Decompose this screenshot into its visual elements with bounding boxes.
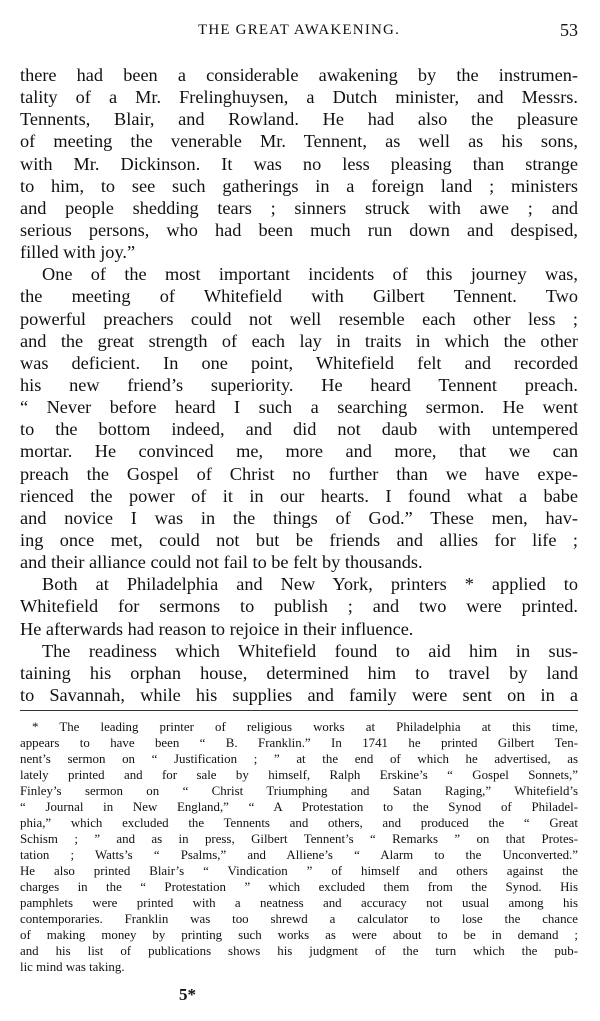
footnote-line: pamphlets were printed with a neatness and accuracy not usual among his [20,896,578,910]
footnote-line: “ Journal in New England,” “ A Protestation to the Synod of Philadel- [20,800,578,814]
text-line: Tennents, Blair, and Rowland. He had also the pleasure [20,109,578,130]
footnote-line: He also printed Blair’s “ Vindication ” of himself and others against the [20,864,578,878]
text-line: mortar. He convinced me, more and more, that we can [20,441,578,462]
text-line: and the great strength of each lay in traits in which the other [20,330,578,351]
text-line: the meeting of Whitefield with Gilbert Tennent. Two [20,286,578,307]
text-line: preach the Gospel of Christ no further than we have expe- [20,463,578,484]
text-line: and novice I was in the things of God.” These men, hav- [20,507,578,528]
text-line: serious persons, who had been much run down and despised, [20,219,578,240]
page-number: 53 [560,20,578,40]
text-line: of meeting the venerable Mr. Tennent, as well as his sons, [20,131,578,152]
text-line: and people shedding tears ; sinners struck with awe ; and [20,197,578,218]
text-line: taining his orphan house, determined him to travel by land [20,662,578,683]
footnote-line: nent’s sermon on “ Justification ; ” at the end of which he advertised, as [20,752,578,766]
footnote-line: phia,” which excluded the Tennents and others, and produced the “ Great [20,816,578,830]
text-line: to the bottom indeed, and did not daub with untempered [20,419,578,440]
text-line: powerful preachers could not well resemble each other less ; [20,308,578,329]
running-head [20,20,578,46]
footnote-line: contemporaries. Franklin was too shrewd a calculator to lose the chance [20,912,578,926]
text-line: Whitefield for sermons to publish ; and two were printed. [20,596,578,617]
text-line: to him, to see such gatherings in a foreign land ; ministers [20,175,578,196]
text-line: filled with joy.” [20,242,136,263]
text-line: and their alliance could not fail to be felt by thousands. [20,552,423,573]
footnote-line: Finley’s sermon on “ Christ Triumphing and Satan Raging,” Whitefield’s [20,784,578,798]
footnote-line: lately printed and for sale by himself, Ralph Erskine’s “ Gospel Sonnets,” [20,768,578,782]
footnote-line: * The leading printer of religious works at Philadelphia at this time, [32,720,578,734]
footnote-line: tation ; Watts’s “ Psalms,” and Alliene’s “ Alarm to the Unconverted.” [20,848,578,862]
paragraph-start-line: Both at Philadelphia and New York, printers * applied to [42,574,578,595]
paragraph-start-line: One of the most important incidents of this journey was, [42,264,578,285]
body-text [20,64,578,706]
text-line: rienced the power of it in our hearts. I found what a babe [20,485,578,506]
footnote-line: charges in the “ Protestation ” which excluded them from the Synod. His [20,880,578,894]
text-line: his new friend’s superiority. He heard Tennent preach. [20,374,578,395]
footnote-line: Schism ; ” and as in press, Gilbert Tennent’s “ Remarks ” on that Protes- [20,832,578,846]
text-line: He afterwards had reason to rejoice in their influence. [20,618,414,639]
signature-mark: 5* [179,985,196,1004]
paragraph-start-line: The readiness which Whitefield found to aid him in sus- [42,640,578,661]
footnote-line: lic mind was taking. [20,960,125,974]
footnote [20,719,578,975]
text-line: tality of a Mr. Frelinghuysen, a Dutch minister, and Messrs. [20,87,578,108]
footnote-line: of making money by printing such works as were about to be in demand ; [20,928,578,942]
text-line: was deficient. In one point, Whitefield felt and recorded [20,352,578,373]
text-line: there had been a considerable awakening by the instrumen- [20,65,578,85]
running-title: THE GREAT AWAKENING. [197,22,401,38]
text-line: “ Never before heard I such a searching sermon. He went [20,397,578,418]
text-line: with Mr. Dickinson. It was no less pleasing than strange [20,153,578,174]
footnote-divider [20,710,578,711]
footnote-line: appears to have been “ B. Franklin.” In 1741 he printed Gilbert Ten- [20,736,578,750]
footnote-line: and his list of publications shows his judgment of the turn which the pub- [20,944,578,958]
text-line: ing once met, could not but be friends and allies for life ; [20,529,578,550]
text-line: to Savannah, while his supplies and family were sent on in a [20,684,578,705]
